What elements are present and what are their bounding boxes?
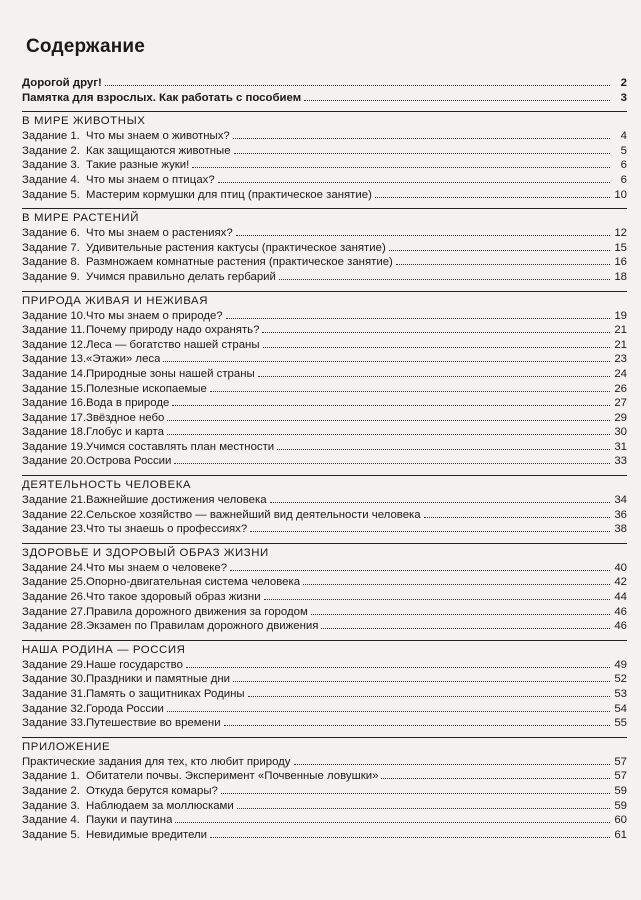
toc-entry-title: Почему природу надо охранять? [86, 324, 260, 337]
toc-entry-label: Задание 29. [22, 658, 87, 671]
section-title: ДЕЯТЕЛЬНОСТЬ ЧЕЛОВЕКА [22, 475, 627, 493]
toc-entry[interactable] [22, 309, 627, 324]
dot-leader [233, 672, 610, 682]
toc-entry-title: Наше государство [86, 658, 183, 671]
toc-entry-title: Память о защитниках Родины [86, 688, 245, 700]
toc-entry-text [22, 575, 300, 590]
dot-leader [321, 619, 610, 629]
section-title: В МИРЕ РАСТЕНИЙ [22, 208, 627, 226]
dot-leader [375, 188, 610, 198]
toc-entry-label: Задание 23. [22, 523, 87, 536]
toc-entry-label: Задание 22. [22, 508, 87, 521]
dot-leader [174, 454, 610, 464]
toc-entry-text [22, 687, 245, 702]
toc-entry-text [22, 619, 318, 634]
dot-leader [311, 605, 610, 615]
dot-leader [210, 382, 610, 392]
toc-sections [22, 111, 627, 842]
toc-entry-title: Сельское хозяйство — важнейший вид деятельности человека [86, 508, 421, 521]
toc-entry-page: 2 [620, 77, 627, 89]
toc-entry-page: 24 [614, 367, 627, 380]
toc-entry-label: Задание 3. [22, 159, 80, 172]
toc-entry-title: Пауки и паутина [86, 814, 173, 827]
toc-entry-title: Откуда берутся комары? [86, 784, 218, 797]
dot-leader [172, 396, 610, 406]
toc-entry-title: Что такое здоровый образ жизни [86, 591, 261, 604]
toc-entry-page: 18 [614, 270, 627, 283]
dot-leader [262, 323, 610, 333]
dot-leader [226, 309, 610, 319]
toc-entry[interactable] [22, 672, 627, 687]
toc-entry-label: Задание 4. [22, 814, 80, 827]
toc-section [22, 111, 627, 202]
dot-leader [210, 828, 610, 838]
dot-leader [304, 91, 610, 101]
toc-entry[interactable] [22, 813, 627, 828]
toc-entry[interactable] [22, 799, 627, 814]
toc-entry[interactable] [22, 522, 627, 537]
toc-entry-title: Праздники и памятные дни [86, 673, 231, 686]
toc-section [22, 475, 627, 537]
toc-section [22, 543, 627, 634]
dot-leader [270, 493, 610, 503]
toc-entry-text [22, 784, 218, 799]
toc-entry[interactable] [22, 411, 627, 426]
toc-entry-title: Города России [86, 702, 164, 715]
dot-leader [424, 508, 610, 518]
toc-entry[interactable] [22, 619, 627, 634]
toc-entry-page: 53 [614, 688, 627, 700]
dot-leader [396, 255, 610, 265]
dot-leader [279, 270, 610, 280]
toc-entry[interactable] [22, 255, 627, 270]
toc-entry-label: Задание 5. [22, 188, 80, 201]
toc-entry-title: Что мы знаем о животных? [86, 130, 230, 143]
dot-leader [105, 76, 610, 86]
toc-entry-text [22, 323, 259, 338]
toc-entry-page: 49 [614, 658, 627, 671]
toc-entry-title: Учимся составлять план местности [86, 440, 275, 453]
dot-leader [186, 658, 610, 668]
toc-entry-text [22, 425, 164, 440]
toc-entry-title: Что мы знаем о птицах? [86, 173, 215, 186]
toc-entry-page: 12 [614, 227, 627, 240]
toc-entry-title: Природные зоны нашей страны [86, 367, 255, 380]
toc-entry-label: Задание 2. [22, 144, 80, 157]
intro-list [22, 76, 627, 105]
toc-entry-text [22, 338, 260, 353]
dot-leader [167, 425, 610, 435]
dot-leader [250, 522, 610, 532]
toc-entry-text [22, 755, 291, 770]
toc-entry[interactable] [22, 590, 627, 605]
toc-entry[interactable] [22, 226, 627, 241]
toc-entry-label: Задание 21. [22, 494, 87, 507]
toc-entry[interactable] [22, 241, 627, 256]
toc-entry-label: Задание 10. [22, 309, 87, 322]
toc-entry-text [22, 799, 234, 814]
section-title: ПРИЛОЖЕНИЕ [22, 737, 627, 755]
toc-entry-label: Задание 20. [22, 455, 87, 468]
toc-entry-title: «Этажи» леса [86, 353, 161, 366]
toc-entry[interactable] [22, 702, 627, 717]
toc-page [22, 36, 627, 842]
toc-entry-text [22, 188, 372, 203]
toc-section [22, 208, 627, 284]
dot-leader [294, 755, 611, 765]
toc-entry[interactable] [22, 769, 627, 784]
dot-leader [163, 352, 610, 362]
toc-entry-title: Дорогой друг! [22, 77, 102, 89]
toc-entry-page: 16 [614, 256, 627, 269]
toc-entry-page: 5 [620, 144, 627, 157]
toc-entry[interactable] [22, 561, 627, 576]
toc-entry-page: 60 [614, 814, 627, 827]
toc-entry-page: 33 [614, 455, 627, 468]
toc-entry-label: Задание 15. [22, 382, 87, 395]
toc-entry-page: 21 [614, 324, 627, 337]
dot-leader [263, 338, 610, 348]
toc-entry-text [22, 716, 221, 731]
toc-entry-title: Мастерим кормушки для птиц (практическое занятие) [86, 188, 372, 201]
toc-entry-page: 27 [614, 397, 627, 410]
dot-leader [277, 440, 610, 450]
toc-entry[interactable] [22, 367, 627, 382]
toc-entry-text [22, 129, 230, 144]
toc-entry[interactable] [22, 425, 627, 440]
toc-entry[interactable] [22, 658, 627, 673]
section-title: В МИРЕ ЖИВОТНЫХ [22, 111, 627, 129]
toc-entry[interactable] [22, 338, 627, 353]
dot-leader [221, 784, 610, 794]
toc-entry-label: Задание 31. [22, 688, 87, 700]
toc-entry[interactable] [22, 755, 627, 770]
toc-entry-title: Звёздное небо [86, 411, 165, 424]
dot-leader [167, 411, 610, 421]
toc-entry[interactable] [22, 382, 627, 397]
toc-entry-title: Полезные ископаемые [86, 382, 207, 395]
toc-entry-label: Задание 26. [22, 591, 87, 604]
toc-entry-label: Задание 17. [22, 411, 87, 424]
toc-entry-label: Задание 8. [22, 256, 80, 269]
toc-entry-text [22, 658, 183, 673]
toc-entry-text [22, 270, 276, 285]
toc-entry-title: Глобус и карта [86, 426, 164, 439]
toc-entry-page: 36 [614, 508, 627, 521]
toc-entry-text [22, 440, 274, 455]
toc-entry-title: Леса — богатство нашей страны [86, 338, 260, 351]
dot-leader [224, 716, 610, 726]
toc-entry-page: 61 [614, 828, 627, 841]
toc-entry[interactable] [22, 716, 627, 731]
toc-entry[interactable] [22, 91, 627, 106]
toc-entry[interactable] [22, 158, 627, 173]
toc-entry[interactable] [22, 454, 627, 469]
toc-entry-page: 31 [614, 440, 627, 453]
toc-entry-page: 59 [614, 784, 627, 797]
toc-entry-title: Экзамен по Правилам дорожного движения [86, 620, 319, 633]
toc-entry-text [22, 226, 233, 241]
toc-entry-page: 6 [620, 173, 627, 186]
toc-entry[interactable] [22, 493, 627, 508]
page-title: Содержание [26, 36, 146, 57]
toc-entry-title: Такие разные жуки! [86, 159, 190, 172]
toc-entry-text [22, 493, 267, 508]
toc-entry-text [22, 76, 102, 91]
toc-entry[interactable] [22, 323, 627, 338]
toc-entry-text [22, 241, 386, 256]
toc-entry[interactable] [22, 784, 627, 799]
dot-leader [248, 687, 610, 697]
toc-entry-label: Задание 30. [22, 673, 87, 686]
toc-entry-title: Как защищаются животные [86, 144, 231, 157]
toc-entry-text [22, 382, 207, 397]
toc-entry-label: Задание 3. [22, 799, 80, 812]
toc-entry-page: 42 [614, 576, 627, 589]
toc-entry[interactable] [22, 270, 627, 285]
toc-entry[interactable] [22, 440, 627, 455]
toc-entry-title: Вода в природе [86, 397, 170, 410]
toc-entry-title: Памятка для взрослых. Как работать с пособием [22, 91, 302, 104]
toc-entry-page: 59 [614, 799, 627, 812]
toc-entry-label: Задание 2. [22, 784, 80, 797]
toc-entry[interactable] [22, 396, 627, 411]
toc-entry-label: Задание 4. [22, 173, 80, 186]
toc-entry[interactable] [22, 575, 627, 590]
toc-entry-label: Задание 7. [22, 241, 80, 254]
dot-leader [303, 575, 610, 585]
toc-entry-title: Что ты знаешь о профессиях? [86, 523, 248, 536]
toc-entry-label: Задание 12. [22, 338, 87, 351]
toc-entry-text [22, 590, 261, 605]
dot-leader [381, 769, 610, 779]
toc-entry-label: Задание 14. [22, 367, 87, 380]
toc-entry-text [22, 672, 230, 687]
toc-entry-text [22, 813, 172, 828]
toc-entry-label: Задание 1. [22, 130, 80, 143]
toc-entry-label: Задание 33. [22, 717, 87, 730]
toc-entry-text [22, 769, 378, 784]
toc-entry-label: Задание 9. [22, 270, 80, 283]
toc-entry-label: Задание 18. [22, 426, 87, 439]
toc-entry-page: 26 [614, 382, 627, 395]
toc-section [22, 291, 627, 470]
toc-entry-title: Размножаем комнатные растения (практическое занятие) [86, 256, 393, 269]
toc-entry-text [22, 144, 231, 159]
dot-leader [167, 702, 610, 712]
toc-entry-title: Что мы знаем о растениях? [86, 227, 233, 240]
toc-entry-title: Невидимые вредители [86, 828, 208, 841]
toc-entry-text [22, 561, 227, 576]
toc-entry-label: Задание 11. [22, 324, 86, 337]
toc-entry-page: 34 [614, 494, 627, 507]
toc-entry-title: Практические задания для тех, кто любит природу [22, 755, 291, 768]
toc-entry-title: Правила дорожного движения за городом [86, 605, 308, 618]
toc-entry-page: 10 [614, 188, 627, 201]
toc-entry-page: 52 [614, 673, 627, 686]
toc-entry-text [22, 605, 308, 620]
section-title: ЗДОРОВЬЕ И ЗДОРОВЫЙ ОБРАЗ ЖИЗНИ [22, 543, 627, 561]
toc-entry-page: 44 [614, 591, 627, 604]
toc-entry-page: 46 [614, 620, 627, 633]
toc-entry-text [22, 367, 255, 382]
toc-entry-page: 57 [614, 755, 627, 768]
toc-entry-label: Задание 5. [22, 828, 80, 841]
toc-entry[interactable] [22, 352, 627, 367]
section-title: НАША РОДИНА — РОССИЯ [22, 640, 627, 658]
toc-entry-page: 38 [614, 523, 627, 536]
dot-leader [236, 226, 610, 236]
toc-entry-page: 6 [620, 159, 627, 172]
toc-entry-title: Важнейшие достижения человека [86, 494, 267, 507]
toc-entry[interactable] [22, 76, 627, 91]
toc-entry-page: 3 [620, 91, 627, 104]
toc-entry-label: Задание 32. [22, 702, 87, 715]
dot-leader [389, 241, 610, 251]
toc-section [22, 640, 627, 731]
toc-entry-label: Задание 25. [22, 576, 87, 589]
dot-leader [237, 799, 610, 809]
toc-entry-title: Путешествие во времени [86, 717, 221, 730]
toc-entry-page: 54 [614, 702, 627, 715]
toc-entry-text [22, 702, 164, 717]
toc-entry-page: 29 [614, 411, 627, 424]
toc-entry-title: Наблюдаем за моллюсками [86, 799, 234, 812]
toc-entry-label: Задание 19. [22, 440, 87, 453]
toc-entry-page: 30 [614, 426, 627, 439]
dot-leader [234, 144, 610, 154]
toc-entry-label: Задание 6. [22, 227, 80, 240]
toc-entry-page: 19 [614, 309, 627, 322]
dot-leader [233, 129, 610, 139]
toc-entry-text [22, 396, 169, 411]
toc-entry-text [22, 522, 247, 537]
toc-entry-title: Что мы знаем о природе? [86, 309, 223, 322]
toc-entry[interactable] [22, 828, 627, 843]
toc-entry-text [22, 454, 171, 469]
toc-entry[interactable] [22, 508, 627, 523]
toc-entry-text [22, 411, 164, 426]
toc-entry[interactable] [22, 129, 627, 144]
toc-entry-label: Задание 13. [22, 353, 87, 366]
toc-entry-page: 4 [620, 130, 627, 143]
toc-entry-page: 15 [614, 241, 627, 254]
toc-entry-text [22, 173, 215, 188]
toc-entry-page: 46 [614, 605, 627, 618]
dot-leader [218, 173, 610, 183]
toc-entry[interactable] [22, 605, 627, 620]
toc-entry-text [22, 91, 301, 106]
toc-entry-page: 55 [614, 717, 627, 730]
toc-section [22, 737, 627, 843]
dot-leader [230, 561, 610, 571]
dot-leader [264, 590, 610, 600]
toc-entry-text [22, 508, 421, 523]
toc-entry-text [22, 158, 189, 173]
toc-entry[interactable] [22, 188, 627, 203]
toc-entry-label: Задание 28. [22, 620, 87, 633]
toc-entry-title: Острова России [86, 455, 172, 468]
toc-entry-text [22, 828, 207, 843]
toc-entry-text [22, 255, 393, 270]
toc-entry-page: 40 [614, 561, 627, 574]
toc-entry-title: Учимся правильно делать гербарий [86, 270, 276, 283]
toc-entry-title: Опорно-двигательная система человека [86, 576, 301, 589]
toc-entry-label: Задание 16. [22, 397, 87, 410]
toc-entry[interactable] [22, 687, 627, 702]
toc-entry-page: 23 [614, 353, 627, 366]
toc-entry-text [22, 352, 160, 367]
toc-entry-label: Задание 27. [22, 605, 87, 618]
dot-leader [192, 158, 610, 168]
section-title: ПРИРОДА ЖИВАЯ И НЕЖИВАЯ [22, 291, 627, 309]
toc-entry[interactable] [22, 144, 627, 159]
toc-entry-label: Задание 24. [22, 561, 87, 574]
dot-leader [258, 367, 610, 377]
toc-entry-title: Удивительные растения кактусы (практическое занятие) [86, 241, 386, 254]
toc-entry-label: Задание 1. [22, 770, 80, 783]
toc-entry-title: Обитатели почвы. Эксперимент «Почвенные ловушки» [86, 770, 379, 783]
toc-entry-page: 21 [614, 338, 627, 351]
dot-leader [175, 813, 610, 823]
toc-entry-title: Что мы знаем о человеке? [86, 561, 228, 574]
toc-entry-page: 57 [614, 770, 627, 783]
toc-entry-text [22, 309, 223, 324]
toc-entry[interactable] [22, 173, 627, 188]
